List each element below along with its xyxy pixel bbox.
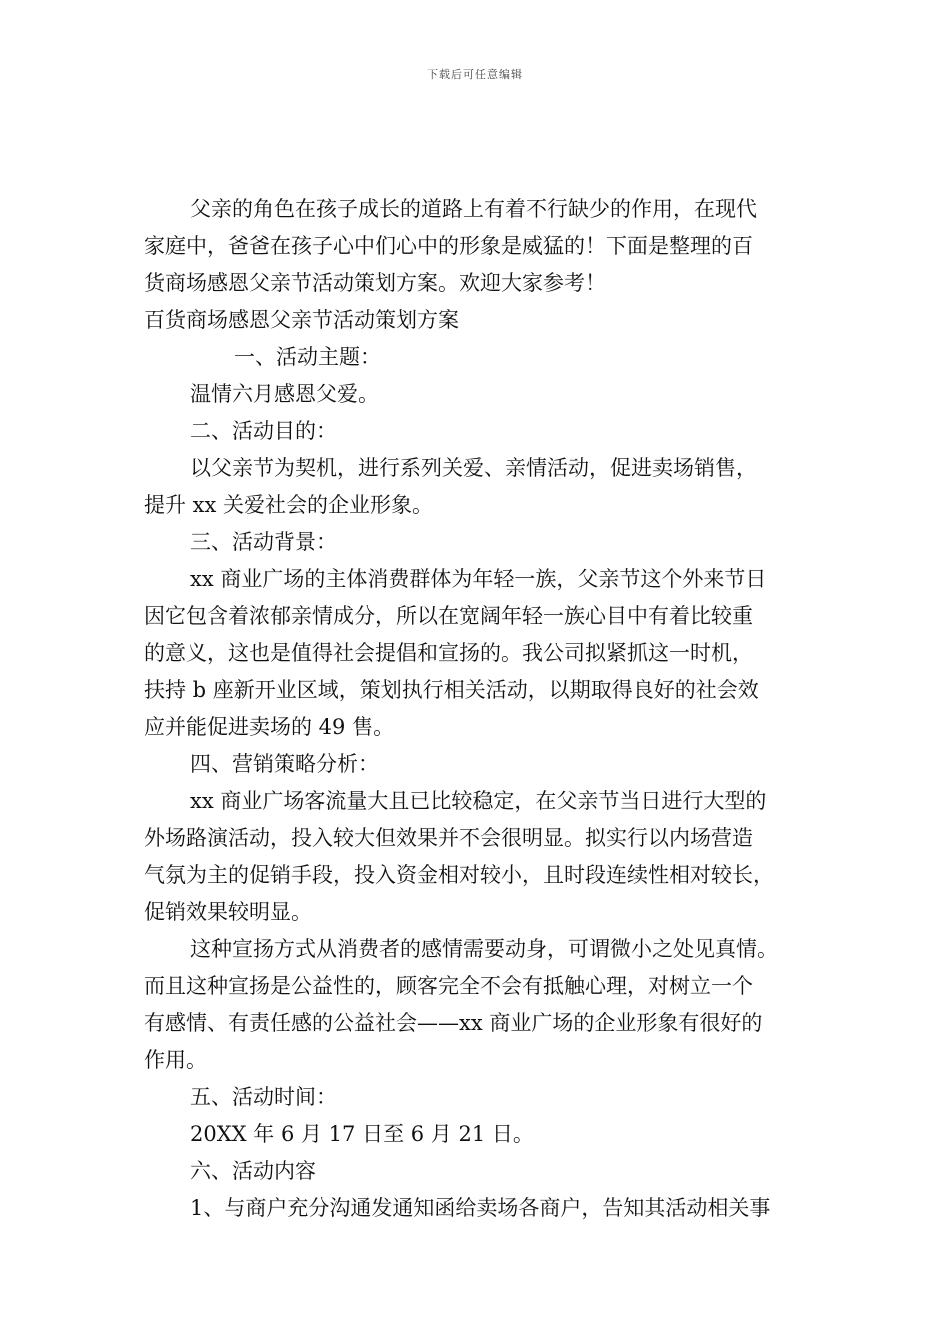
text-line: 1、与商户充分沟通发通知函给卖场各商户，告知其活动相关事 — [190, 1196, 771, 1220]
section-heading: 四、营销策略分析： — [190, 752, 379, 776]
text-line: 因它包含着浓郁亲情成分，所以在宽阔年轻一族心目中有着比较重 — [144, 604, 753, 628]
text-line: 这种宣扬方式从消费者的感情需要动身，可谓微小之处见真情。 — [190, 937, 778, 961]
text-line: 外场路演活动，投入较大但效果并不会很明显。拟实行以内场营造 — [144, 826, 753, 850]
text-line: xx 商业广场客流量大且已比较稳定，在父亲节当日进行大型的 — [190, 789, 767, 813]
text-line: 扶持 b 座新开业区域，策划执行相关活动，以期取得良好的社会效 — [144, 678, 759, 702]
page-header: 下载后可任意编辑 — [427, 68, 523, 81]
section-heading: 二、活动目的： — [190, 419, 337, 443]
text-line: 的意义，这也是值得社会提倡和宣扬的。我公司拟紧抓这一时机， — [144, 641, 753, 665]
text-line: 而且这种宣扬是公益性的，顾客完全不会有抵触心理，对树立一个 — [144, 974, 753, 998]
text-line: 货商场感恩父亲节活动策划方案。欢迎大家参考！ — [144, 271, 606, 295]
text-line: 以父亲节为契机，进行系列关爱、亲情活动，促进卖场销售， — [190, 456, 757, 480]
text-line: 提升 xx 关爱社会的企业形象。 — [144, 493, 434, 517]
text-line: 家庭中，爸爸在孩子心中们心中的形象是威猛的！下面是整理的百 — [144, 234, 753, 258]
text-line: 作用。 — [144, 1048, 207, 1072]
section-heading: 五、活动时间： — [190, 1085, 337, 1109]
text-line: 父亲的角色在孩子成长的道路上有着不行缺少的作用，在现代 — [190, 197, 757, 221]
text-line: 气氛为主的促销手段，投入资金相对较小，且时段连续性相对较长， — [144, 863, 774, 887]
text-line: 有感情、有责任感的公益社会——xx 商业广场的企业形象有很好的 — [144, 1011, 763, 1035]
text-line: xx 商业广场的主体消费群体为年轻一族，父亲节这个外来节日 — [190, 567, 767, 591]
document-title: 百货商场感恩父亲节活动策划方案 — [144, 308, 459, 332]
text-line: 促销效果较明显。 — [144, 900, 312, 924]
section-heading: 三、活动背景： — [190, 530, 337, 554]
document-body — [144, 191, 814, 1227]
text-line: 应并能促进卖场的 49 售。 — [144, 715, 395, 739]
text-line: 温情六月感恩父爱。 — [190, 382, 379, 406]
section-heading: 六、活动内容 — [190, 1159, 316, 1183]
section-heading: 一、活动主题： — [234, 345, 381, 369]
text-line: 20XX 年 6 月 17 日至 6 月 21 日。 — [190, 1122, 534, 1146]
